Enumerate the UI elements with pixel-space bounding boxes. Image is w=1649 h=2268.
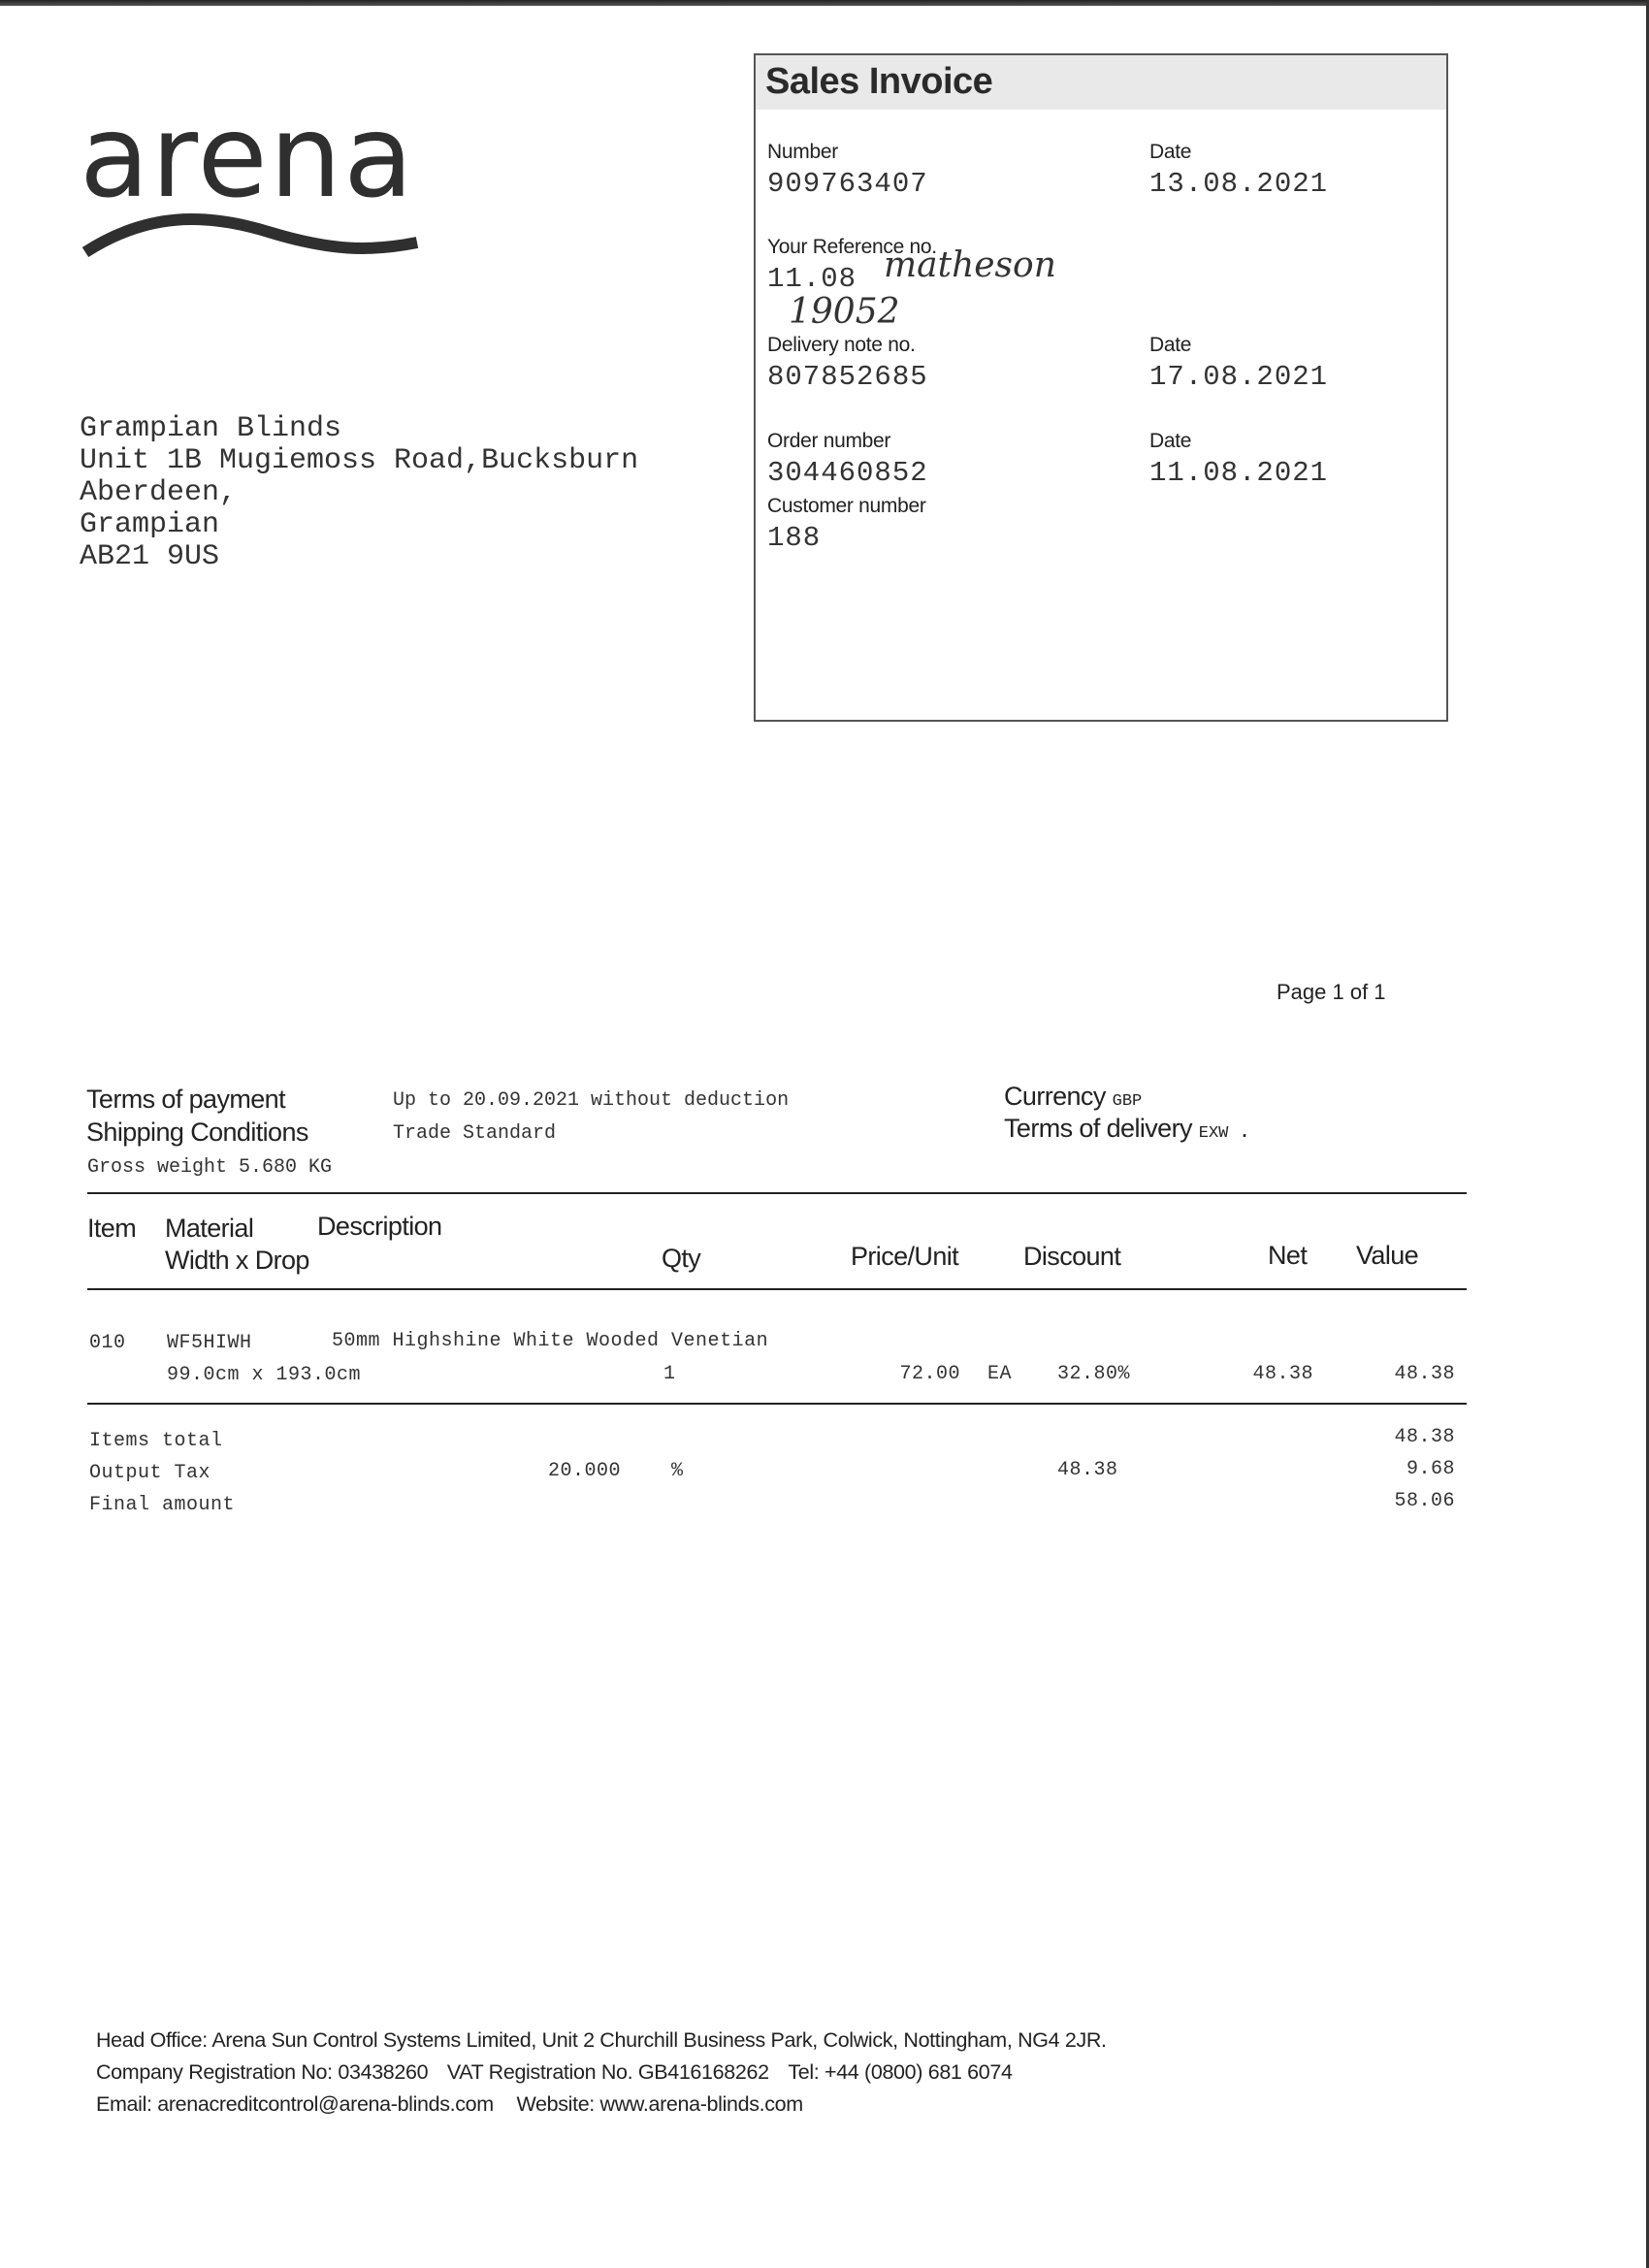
header-net: Net (1268, 1241, 1308, 1270)
invoice-number: 909763407 (767, 168, 928, 200)
items-total-label: Items total (89, 1430, 223, 1452)
terms-of-delivery-suffix: . (1241, 1114, 1248, 1143)
row-description: 50mm Highshine White Wooded Venetian (332, 1330, 769, 1352)
address-line: Aberdeen, (80, 476, 238, 509)
customer-number-label: Customer number (767, 495, 926, 517)
currency-label (1004, 1082, 1142, 1112)
terms-of-delivery-label-text: Terms of delivery (1004, 1114, 1192, 1143)
tax-rate: 20.000 (547, 1460, 621, 1482)
row-item-number: 010 (89, 1332, 126, 1354)
row-unit: EA (987, 1363, 1013, 1385)
terms-of-payment-value: Up to 20.09.2021 without deduction (393, 1089, 790, 1112)
reference-label: Your Reference no. (767, 236, 937, 258)
reference-handwritten-number: 19052 (789, 292, 900, 332)
output-tax-label: Output Tax (89, 1462, 211, 1484)
customer-address (80, 413, 638, 573)
shipping-conditions-value: Trade Standard (393, 1122, 557, 1145)
final-amount-value: 58.06 (1394, 1490, 1455, 1512)
row-discount: 32.80% (1057, 1363, 1131, 1385)
order-number: 304460852 (767, 457, 928, 489)
divider-items (87, 1403, 1467, 1405)
reference-handwritten-name: matheson (884, 245, 1056, 285)
header-qty: Qty (662, 1244, 701, 1273)
header-discount: Discount (1023, 1242, 1121, 1271)
row-width-drop: 99.0cm x 193.0cm (167, 1364, 362, 1386)
currency-label-text: Currency (1004, 1082, 1106, 1111)
footer-head-office: Head Office: Arena Sun Control Systems Limited, Unit 2 Churchill Business Park, Colwick, Nottingham, NG4 2JR. (96, 2028, 1107, 2052)
arena-logo-svg (78, 107, 427, 267)
row-net: 48.38 (1252, 1363, 1313, 1385)
delivery-note-label: Delivery note no. (767, 334, 916, 356)
page-indicator: Page 1 of 1 (1277, 980, 1386, 1004)
order-number-label: Order number (767, 430, 891, 452)
row-price: 72.00 (899, 1363, 960, 1385)
header-material: Material (165, 1214, 254, 1243)
row-value: 48.38 (1394, 1363, 1455, 1385)
delivery-date-label: Date (1149, 334, 1192, 356)
header-width-drop: Width x Drop (165, 1246, 309, 1275)
order-date: 11.08.2021 (1149, 457, 1329, 489)
footer-registration (96, 2060, 1013, 2085)
row-qty: 1 (663, 1363, 676, 1385)
footer-contact (96, 2092, 803, 2117)
currency-value: GBP (1112, 1092, 1143, 1111)
terms-of-delivery-value: EXW (1198, 1124, 1229, 1143)
header-value: Value (1356, 1241, 1419, 1270)
final-amount-label: Final amount (89, 1494, 236, 1516)
invoice-title: Sales Invoice (765, 61, 993, 102)
footer-vat-reg: VAT Registration No. GB416168262 (446, 2060, 769, 2084)
terms-of-payment-label: Terms of payment (86, 1085, 285, 1114)
header-price-unit: Price/Unit (851, 1242, 959, 1271)
tax-base: 48.38 (1057, 1459, 1118, 1481)
delivery-note-number: 807852685 (767, 361, 928, 393)
address-line: Grampian (80, 508, 220, 541)
customer-number: 188 (767, 522, 822, 554)
divider-header (87, 1288, 1467, 1290)
divider-top (87, 1192, 1467, 1194)
tax-rate-unit: % (671, 1460, 684, 1482)
invoice-date: 13.08.2021 (1149, 168, 1329, 200)
order-date-label: Date (1149, 430, 1192, 452)
scan-edge-top (0, 0, 1649, 6)
address-line: AB21 9US (80, 540, 220, 573)
shipping-conditions-label: Shipping Conditions (86, 1118, 308, 1147)
delivery-date: 17.08.2021 (1149, 361, 1329, 393)
row-material: WF5HIWH (167, 1332, 252, 1354)
footer-company-reg: Company Registration No: 03438260 (96, 2060, 429, 2084)
logo-wordmark: arena (80, 107, 415, 223)
items-total-value: 48.38 (1394, 1426, 1455, 1448)
arena-logo (78, 107, 427, 267)
footer-tel: Tel: +44 (0800) 681 6074 (788, 2060, 1013, 2084)
address-line: Unit 1B Mugiemoss Road,Bucksburn (80, 444, 639, 477)
footer-website[interactable]: Website: www.arena-blinds.com (516, 2092, 803, 2116)
terms-of-delivery-label (1004, 1114, 1247, 1144)
header-item: Item (87, 1214, 137, 1243)
gross-weight: Gross weight 5.680 KG (87, 1156, 333, 1179)
reference-typed: 11.08 (767, 263, 857, 295)
tax-amount: 9.68 (1406, 1458, 1455, 1480)
address-line: Grampian Blinds (80, 412, 342, 445)
invoice-date-label: Date (1149, 141, 1192, 163)
number-label: Number (767, 141, 838, 163)
footer-email[interactable]: Email: arenacreditcontrol@arena-blinds.com (96, 2092, 494, 2116)
header-description: Description (317, 1212, 442, 1241)
logo-swoosh (85, 219, 417, 252)
invoice-details-box (754, 53, 1448, 722)
